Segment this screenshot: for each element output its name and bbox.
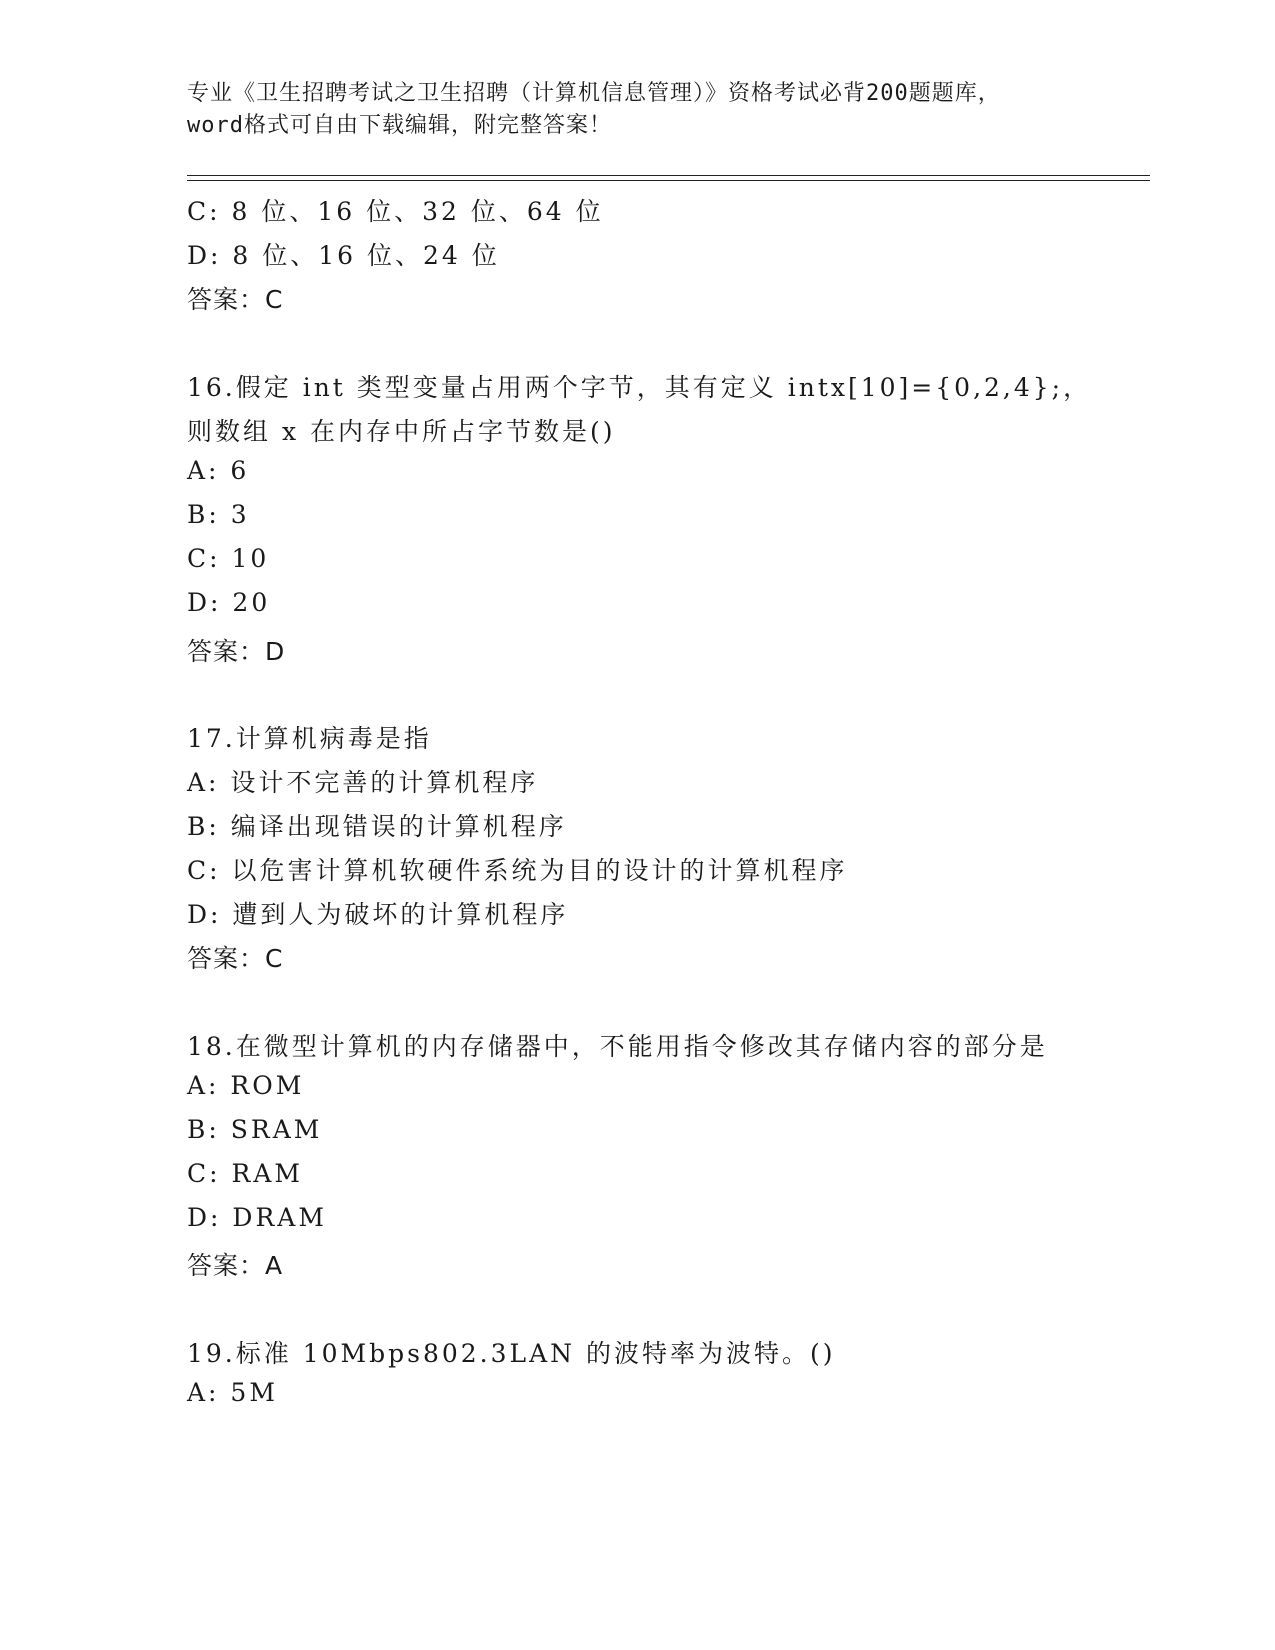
answer-line: 答案：C (187, 944, 284, 973)
option-d: D: 遭到人为破坏的计算机程序 (187, 900, 569, 929)
question-16: 16.假定 int 类型变量占用两个字节，其有定义 intx[10]={0,2,4};， (187, 373, 1092, 402)
option-d: D: DRAM (187, 1203, 327, 1232)
option-d: D: 8 位、16 位、24 位 (187, 241, 500, 270)
question-16-continued: 则数组 x 在内存中所占字节数是() (187, 417, 616, 446)
header-line-2: word格式可自由下载编辑，附完整答案！ (187, 113, 612, 138)
answer-line: 答案：D (187, 637, 286, 666)
header-line-1: 专业《卫生招聘考试之卫生招聘（计算机信息管理）》资格考试必背200题题库， (187, 81, 1001, 106)
option-c: C: 10 (187, 544, 270, 573)
option-a: A: 5M (187, 1378, 278, 1407)
option-c: C: 8 位、16 位、32 位、64 位 (187, 197, 604, 226)
question-17: 17.计算机病毒是指 (187, 724, 432, 753)
option-b: B: SRAM (187, 1115, 323, 1144)
answer-line: 答案：C (187, 285, 284, 314)
option-c: C: 以危害计算机软硬件系统为目的设计的计算机程序 (187, 856, 848, 885)
option-a: A: ROM (187, 1071, 305, 1100)
answer-line: 答案：A (187, 1251, 284, 1280)
option-b: B: 编译出现错误的计算机程序 (187, 812, 567, 841)
option-b: B: 3 (187, 500, 250, 529)
option-a: A: 设计不完善的计算机程序 (187, 768, 539, 797)
option-d: D: 20 (187, 588, 271, 617)
question-19: 19.标准 10Mbps802.3LAN 的波特率为波特。() (187, 1339, 836, 1368)
question-18: 18.在微型计算机的内存储器中，不能用指令修改其存储内容的部分是 (187, 1032, 1048, 1061)
option-c: C: RAM (187, 1159, 303, 1188)
option-a: A: 6 (187, 456, 250, 485)
header-rule-bottom (187, 180, 1150, 181)
header-rule-top (187, 175, 1150, 176)
